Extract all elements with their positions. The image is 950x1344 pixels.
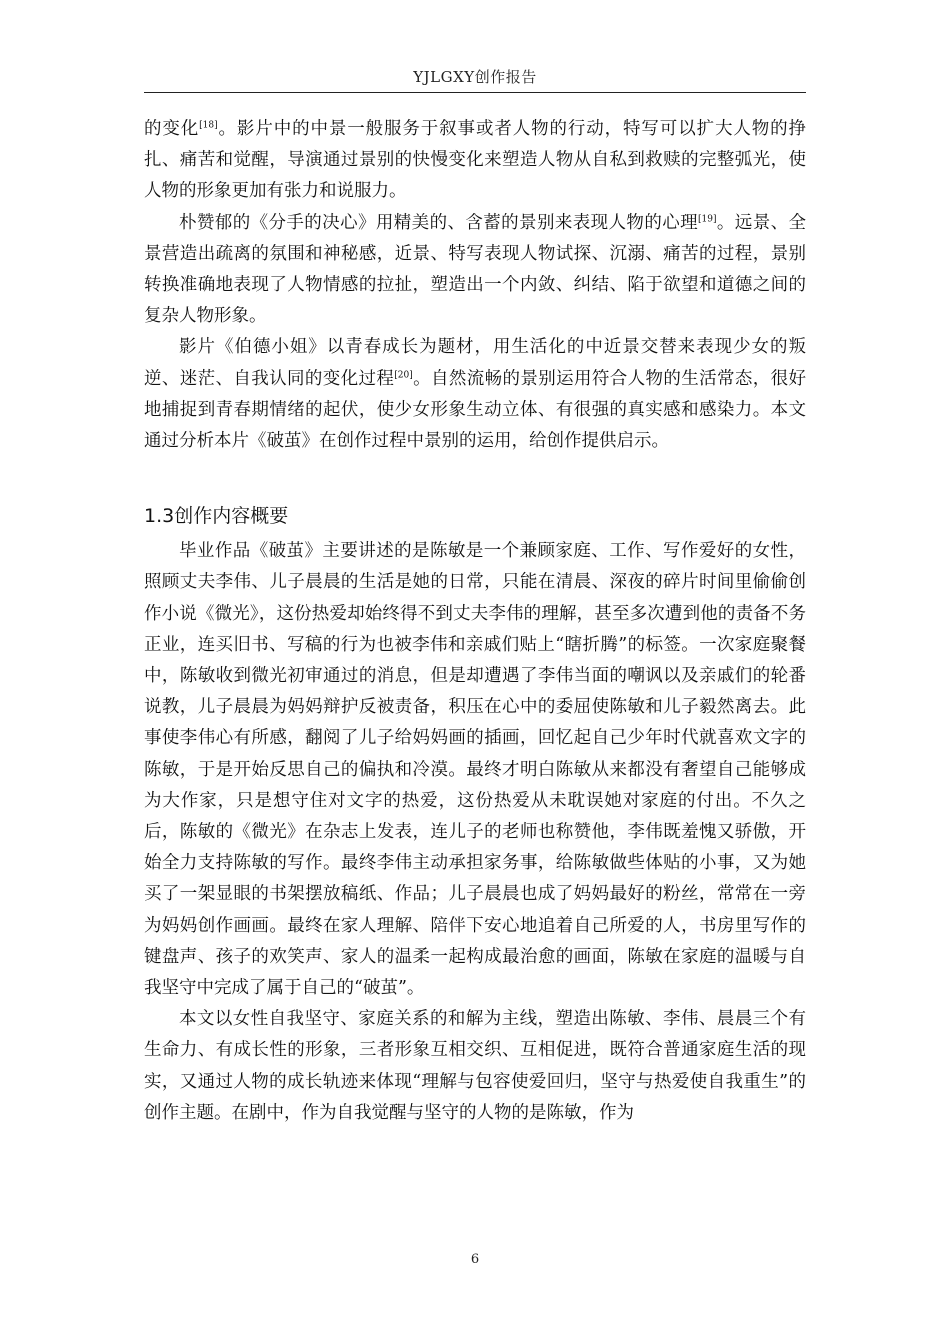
paragraph-2-text-a: 朴赞郁的《分手的决心》用精美的、含蓄的景别来表现人物的心理: [179, 212, 699, 233]
paragraph-1-text-b: 。影片中的中景一般服务于叙事或者人物的行动，特写可以扩大人物的挣扎、痛苦和觉醒，导演通过景别的快慢变化来塑造人物从自私到救赎的完整弧光，使人物的形象更加有张力和说服力。: [144, 119, 807, 202]
paragraph-2: [144, 208, 806, 333]
citation-19: [19]: [698, 213, 717, 224]
citation-20: [20]: [394, 369, 413, 380]
paragraph-1: [144, 114, 806, 208]
paragraph-3: [144, 332, 806, 457]
header-rule: [144, 92, 806, 93]
section-heading: 1.3创作内容概要: [144, 505, 289, 528]
paragraph-5: 本文以女性自我坚守、家庭关系的和解为主线，塑造出陈敏、李伟、晨晨三个有生命力、有成长性的形象，三者形象互相交织、互相促进，既符合普通家庭生活的现实，又通过人物的成长轨迹来体现“理解与包容使爱回归，坚守与热爱使自我重生”的创作主题。在剧中，作为自我觉醒与坚守的人物的是陈敏，作为: [144, 1009, 806, 1123]
paragraph-3-text-b: 。自然流畅的景别运用符合人物的生活常态，很好地捕捉到青春期情绪的起伏，使少女形象生动立体、有很强的真实感和感染力。本文通过分析本片《破茧》在创作过程中景别的运用，给创作提供启示。: [144, 368, 807, 452]
running-header: YJLGXY创作报告: [413, 68, 537, 86]
paragraph-4: 毕业作品《破茧》主要讲述的是陈敏是一个兼顾家庭、工作、写作爱好的女性，照顾丈夫李伟、儿子晨晨的生活是她的日常，只能在清晨、深夜的碎片时间里偷偷创作小说《微光》，这份热爱却始终得不到丈夫李伟的理解，甚至多次遭到他的责备不务正业，连买旧书、写稿的行为也被李伟和亲戚们贴上“瞎折腾”的标签。一次家庭聚餐中，陈敏收到微光初审通过的消息，但是却遭遇了李伟当面的嘲讽以及亲戚们的轮番说教，儿子晨晨为妈妈辩护反被责备，积压在心中的委屈使陈敏和儿子毅然离去。此事使李伟心有所感，翻阅了儿子给妈妈画的插画，回忆起自己少年时代就喜欢文字的陈敏，于是开始反思自己的偏执和冷漠。最终才明白陈敏从来都没有奢望自己能够成为大作家，只是想守住对文字的热爱，这份热爱从未耽误她对家庭的付出。不久之后，陈敏的《微光》在杂志上发表，连儿子的老师也称赞他，李伟既羞愧又骄傲，开始全力支持陈敏的写作。最终李伟主动承担家务事，给陈敏做些体贴的小事，又为她买了一架显眼的书架摆放稿纸、作品；儿子晨晨也成了妈妈最好的粉丝，常常在一旁为妈妈创作画画。最终在家人理解、陪伴下安心地追着自己所爱的人，书房里写作的键盘声、孩子的欢笑声、家人的温柔一起构成最治愈的画面，陈敏在家庭的温暖与自我坚守中完成了属于自己的“破茧”。: [144, 541, 806, 999]
body-text: [144, 114, 806, 1129]
page-number: 6: [470, 1252, 480, 1267]
paragraph-2-text-b: 。远景、全景营造出疏离的氛围和神秘感，近景、特写表现人物试探、沉溺、痛苦的过程，景别转换准确地表现了人物情感的拉扯，塑造出一个内敛、纠结、陷于欲望和道德之间的复杂人物形象。: [144, 212, 807, 327]
paragraph-3-text-a: 影片《伯德小姐》以青春成长为题材，用生活化的中近景交替来表现少女的叛逆、迷茫、自我认同的变化过程: [144, 337, 806, 389]
paragraph-1-text-a: 的变化: [144, 119, 200, 139]
citation-18: [18]: [199, 120, 218, 131]
